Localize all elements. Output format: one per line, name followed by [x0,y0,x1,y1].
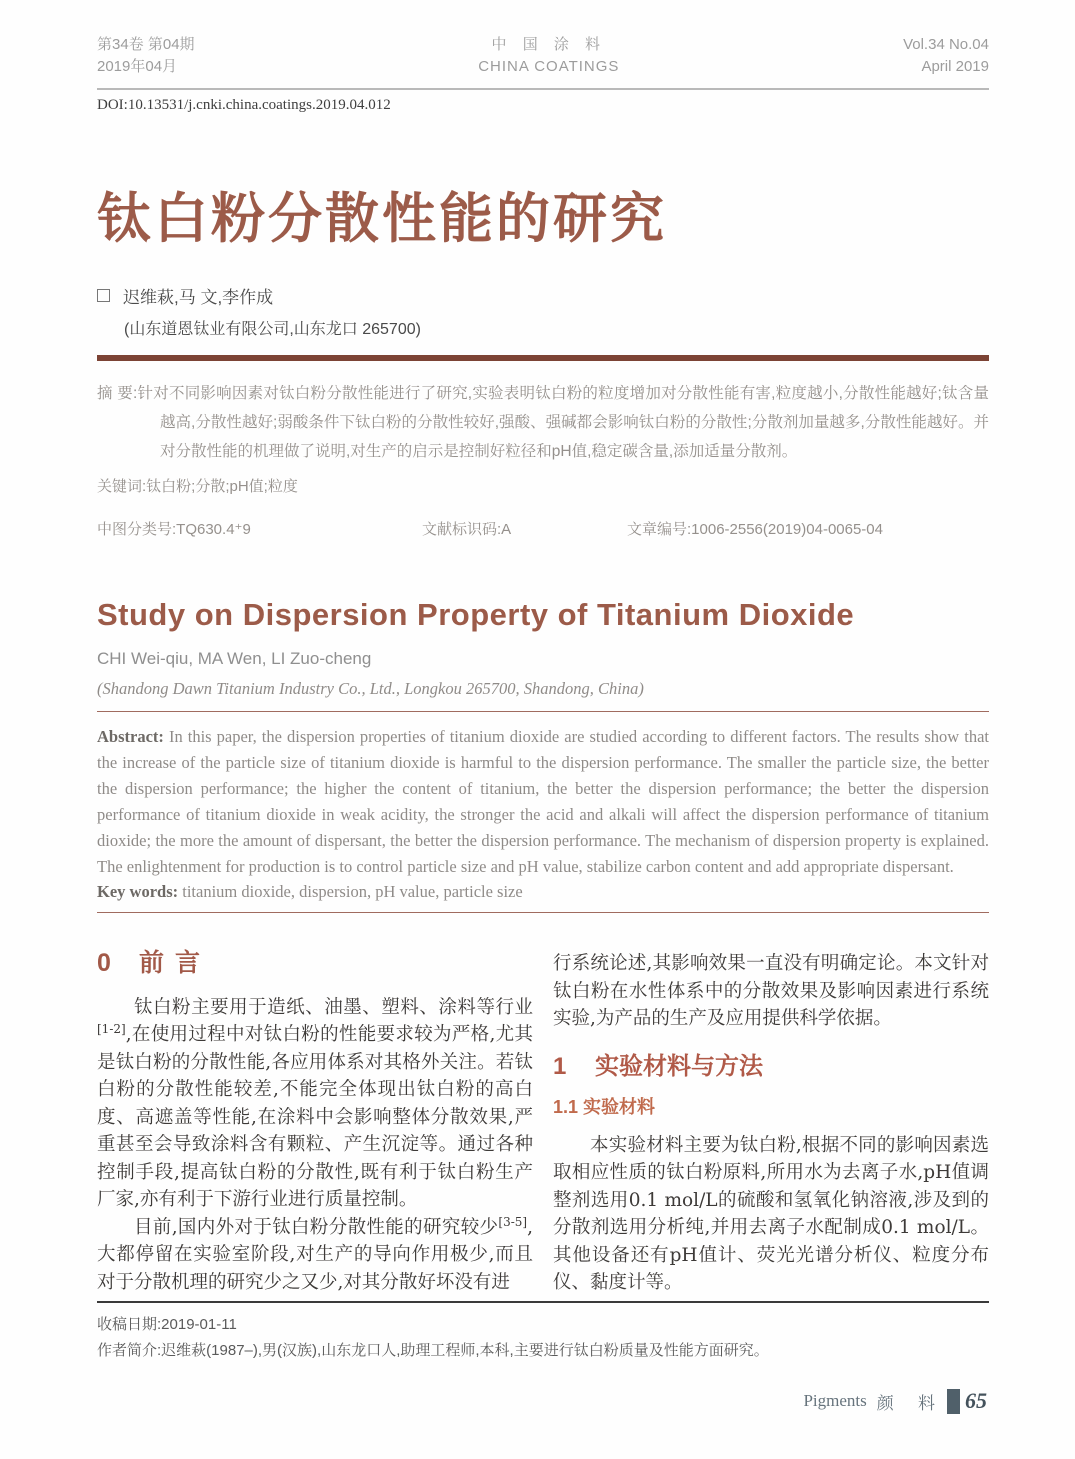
section-1-number: 1 [553,1052,567,1080]
intro-paragraph-2 [97,1214,533,1297]
received-date: 收稿日期:2019-01-11 [97,1316,237,1333]
section-0-number: 0 [97,949,113,977]
intro-p1-text-b: ,在使用过程中对钛白粉的性能要求较为严格,尤其是钛白粉的分散性能,各应用体系对其格外关注。若钛白粉的分散性能较差,不能完全体现出钛白粉的高白度、高遮盖等性能,在涂料中会影响整体分散效果,严重甚至会导致涂料含有颗粒、产生沉淀等。通过各种控制手段,提高钛白粉的分散性,既有利于钛白粉生产厂家,亦有利于下游行业进行质量控制。 [97,1024,533,1210]
english-separator-rule-bottom [97,912,989,913]
affiliation-cn: (山东道恩钛业有限公司,山东龙口 265700) [124,321,421,338]
intro-p1-text-a: 钛白粉主要用于造纸、油墨、塑料、涂料等行业 [134,996,533,1018]
intro-p2-text-a: 目前,国内外对于钛白粉分散性能的研究较少 [134,1216,499,1238]
date-cn: 2019年04月 [97,58,178,75]
right-column [553,950,989,1297]
footer-section-en: Pigments [803,1391,867,1410]
footer-page-block-icon [947,1389,960,1414]
paper-title-en: Study on Dispersion Property of Titanium Dioxide [97,597,855,632]
abstract-en-text: In this paper, the dispersion properties of titanium dioxide are studied according to different factors. The results show that the increase of the particle size of titanium dioxide is harmful to the dispersion performance. The smaller the particle size, the better the dispersion performance; the higher the content of titanium, the better the dispersion performance; the better the dispersion performance of titanium dioxide in weak acidity, the stronger the acid and alkali will affect the dispersion performance of titanium dioxide; the more the amount of dispersant, the better the dispersion performance. The mechanism of dispersion property is explained. The enlightenment for production is to control particle size and pH value, stabilize carbon content and add appropriate dispersant. [97,727,989,876]
journal-header-left [97,34,195,78]
volume-issue-cn: 第34卷 第04期 [97,36,195,53]
footnote [97,1301,989,1364]
intro-p2-text-b: ,大都停留在实验室阶段,对生产的导向作用极少,而且对于分散机理的研究少之又少,对其分散好坏没有进 [97,1216,533,1293]
abstract-en [97,724,989,880]
keywords-cn [97,475,989,496]
section-0-heading [97,950,533,978]
page-number: 65 [965,1388,987,1413]
footer-section-cn: 颜 料 [876,1393,945,1413]
left-column [97,950,533,1297]
authors-cn: 迟维萩,马 文,李作成 [123,288,274,307]
keywords-en-label: Key words: [97,882,179,901]
abstract-cn-text: 针对不同影响因素对钛白粉分散性能进行了研究,实验表明钛白粉的粒度增加对分散性能有害,粒度越小,分散性能越好;钛含量越高,分散性越好;弱酸条件下钛白粉的分散性较好,强酸、强碱都会影响钛白粉的分散性;分散剂加量越多,分散性能越好。并对分散性能的机理做了说明,对生产的启示是控制好粒径和pH值,稳定碳含量,添加适量分散剂。 [137,385,989,460]
journal-header [97,34,989,90]
authors-en: CHI Wei-qiu, MA Wen, LI Zuo-cheng [97,649,372,668]
intro-paragraph-1 [97,994,533,1214]
journal-name-en: CHINA COATINGS [478,58,620,75]
section-1-title: 实验材料与方法 [595,1052,763,1080]
volume-issue-en: Vol.34 No.04 [903,36,989,53]
citation-ref-3-5: [3-5] [498,1214,528,1229]
date-en: April 2019 [921,58,989,75]
journal-header-right [903,34,989,78]
author-bio: 作者简介:迟维萩(1987–),男(汉族),山东龙口人,助理工程师,本科,主要进行钛白粉质量及性能方面研究。 [97,1342,769,1359]
title-separator-rule [97,355,989,361]
article-id: 文章编号:1006-2556(2019)04-0065-04 [627,521,883,538]
materials-paragraph: 本实验材料主要为钛白粉,根据不同的影响因素选取相应性质的钛白粉原料,所用水为去离子水,pH值调整剂选用0.1 mol/L的硫酸和氢氧化钠溶液,涉及到的分散剂选用分析纯,并用去离子水配制成0.1 mol/L。其他设备还有pH值计、荧光光谱分析仪、粒度分布仪、黏度计等。 [553,1134,989,1293]
authors-row [97,283,989,308]
page-footer [803,1388,987,1414]
keywords-cn-label: 关键词: [97,478,147,495]
journal-header-center [478,34,619,78]
keywords-cn-text: 钛白粉;分散;pH值;粒度 [146,478,298,495]
intro-paragraph-2-continued: 行系统论述,其影响效果一直没有明确定论。本文针对钛白粉在水性体系中的分散效果及影响因素进行系统实验,为产品的生产及应用提供科学依据。 [553,953,989,1029]
abstract-cn [97,379,989,466]
section-1-1-heading: 1.1 实验材料 [553,1097,656,1117]
abstract-en-label: Abstract: [97,727,164,746]
classification-line [97,518,989,539]
journal-name-cn: 中 国 涂 料 [491,36,607,53]
affiliation-en: (Shandong Dawn Titanium Industry Co., Ltd., Longkou 265700, Shandong, China) [97,679,644,698]
keywords-en [97,882,989,902]
doi: DOI:10.13531/j.cnki.china.coatings.2019.04.012 [97,97,391,113]
citation-ref-1-2: [1-2] [97,1021,126,1036]
author-marker-box-icon [97,289,110,302]
clc-number: 中图分类号:TQ630.4⁺9 [97,521,251,538]
paper-title-cn: 钛白粉分散性能的研究 [97,189,667,249]
document-code: 文献标识码:A [422,521,512,538]
body-columns [97,950,989,1297]
english-separator-rule-top [97,711,989,712]
keywords-en-text: titanium dioxide, dispersion, pH value, particle size [178,882,523,901]
section-0-title: 前 言 [139,949,202,977]
abstract-cn-label: 摘 要: [97,385,138,402]
section-1-heading [553,1053,989,1081]
